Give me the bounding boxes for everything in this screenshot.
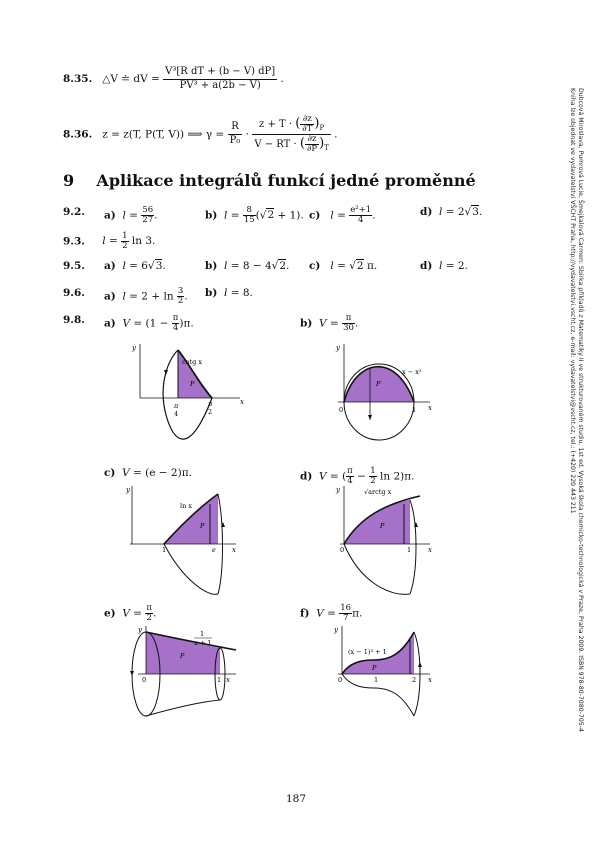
axis-label-y: y	[132, 344, 136, 352]
denominator: PV³ + a(2b − V)	[179, 79, 261, 91]
tick-pi2-denom: 2	[208, 408, 213, 416]
answer-e: e) V = $\frac{\pi}{2}$ .	[104, 603, 157, 623]
region-label: P	[372, 664, 377, 672]
problem-number: 9.6.	[63, 287, 85, 299]
problem-number: 9.5.	[63, 260, 85, 272]
problem-number: 8.35.	[63, 73, 93, 85]
fraction	[163, 66, 277, 92]
tick-1: 1	[407, 546, 412, 554]
problem-number: 9.2.	[63, 206, 85, 218]
curve-label: ln x	[180, 502, 192, 510]
tick-e: e	[212, 546, 216, 554]
answer: l = $\frac{1}{2}$ ln 3.	[102, 231, 156, 251]
axis-label-y: y	[336, 344, 340, 352]
axis-label-x: x	[226, 676, 230, 684]
answer-a: a) l = $\frac{56}{27}$ .	[104, 205, 158, 225]
answer-b: b) l = 8 − 4√2.	[205, 260, 290, 272]
tick-pi-denom: 4	[174, 410, 179, 418]
problem-9-6	[63, 287, 363, 305]
problem-9-8	[63, 314, 563, 332]
numerator: z + T · ( $\frac{\partial z}{\partial T}$ )$_P$	[252, 115, 330, 135]
answer-b: b) l = $\frac{8}{15}$ (√2 + 1).	[205, 205, 304, 225]
tick-1: 1	[374, 676, 379, 684]
tick-0: 0	[340, 546, 345, 554]
tick-2: 2	[412, 676, 417, 684]
answer-d: d) l = 2.	[420, 260, 468, 272]
curve-label-den: x + 1	[194, 639, 212, 647]
region-label: P	[376, 380, 381, 388]
region-label: P	[180, 652, 185, 660]
tick-0: 0	[142, 676, 147, 684]
curve-label-num: 1	[200, 630, 205, 638]
tick-0: 0	[339, 406, 344, 414]
figure-b	[330, 340, 440, 450]
side-note-line-1: Dubcová Miroslava, Pumrová Lucie, Šmejkalová Carmen: Sbírka příkladů z Matematiky II ve strukturovaném studiu. 1st ed. Vysoká škola chemicko-technologická v Praze, Praha 2009. ISBN 978-80-7080-705-4	[577, 88, 584, 732]
answer-c: c) V = (e − 2)π.	[104, 467, 192, 479]
problem-number: 9.8.	[63, 314, 85, 326]
section-number: 9	[63, 171, 75, 190]
problem-number: 8.36.	[63, 128, 93, 141]
tick-1: 1	[412, 406, 417, 414]
axis-label-x: x	[428, 676, 432, 684]
figure-c	[124, 482, 244, 612]
answer-a: a) V = (1 − $\frac{\pi}{4}$ )π.	[104, 313, 194, 333]
fraction-r-p0	[228, 121, 243, 147]
region-label: P	[380, 522, 385, 530]
problem-number: 9.3.	[63, 235, 85, 248]
figure-e	[124, 622, 254, 752]
axis-label-x: x	[232, 546, 236, 554]
equation-lhs: z = z(T, P(T, V)) ⟹ γ =	[102, 128, 225, 141]
equation-lhs: △V ≐ dV =	[102, 73, 160, 85]
axis-label-y: y	[126, 486, 130, 494]
page-number: 187	[286, 793, 307, 805]
answer-d: d) V = ( $\frac{\pi}{4}$ − $\frac{1}{2}$ ln 2)π.	[300, 466, 415, 486]
numerator: R	[228, 121, 243, 135]
tick-1: 1	[162, 546, 167, 554]
axis-label-y: y	[138, 626, 142, 634]
problem-8-36: 8.36. z = z(T, P(T, V)) ⟹ γ = $\frac{R}{\text{P₀}}$ · z + T · ( $\frac{\partial z}{\partial T}$ )$_P$ V − RT · ( $\frac{\partial z}{\partial P}$ )$_T$ .	[63, 114, 338, 154]
tick-pi2: π	[208, 400, 213, 408]
axis-label-y: y	[334, 626, 338, 634]
section-heading	[63, 171, 476, 190]
answer-b: b) V = $\frac{\pi}{30}$ .	[300, 313, 359, 333]
axis-label-x: x	[240, 398, 244, 406]
tick-0: 0	[338, 676, 343, 684]
curve-label: x − x²	[402, 368, 422, 376]
figure-f	[330, 622, 440, 752]
problem-9-3	[63, 232, 155, 251]
numerator: V³[R dT + (b − V) dP]	[163, 66, 277, 80]
axis-label-x: x	[428, 404, 432, 412]
region-label: P	[200, 522, 205, 530]
curve-label: (x − 1)³ + 1	[348, 648, 387, 656]
axis-label-x: x	[428, 546, 432, 554]
tick-1: 1	[217, 676, 222, 684]
answer-c: c) l = $\frac{\text{e²+1}}{4}$ .	[309, 205, 376, 225]
fraction-gamma	[252, 115, 330, 154]
answer-a: a) l = 2 + ln $\frac{3}{2}$ .	[104, 286, 188, 306]
denominator: V − RT · ( $\frac{\partial z}{\partial P}$ )$_T$	[254, 133, 329, 154]
curve-label: cotg x	[182, 358, 203, 366]
curve-label: √arctg x	[364, 488, 392, 496]
region-label: P	[190, 380, 195, 388]
axis-label-y: y	[336, 486, 340, 494]
side-note-line-2: Kniha lze objednat ve vydavatelství VŠCHT Praha, http://vydavatelstvi.vscht.cz, e-mail: vydavatelstvi@vscht.cz, tel.: (+420) 220 443 211	[569, 88, 576, 514]
section-title: Aplikace integrálů funkcí jedné proměnné	[96, 171, 476, 190]
side-copyright-note	[569, 88, 584, 828]
answer-d: d) l = 2√3.	[420, 206, 483, 218]
problem-9-5	[63, 260, 563, 278]
figure-a	[128, 340, 248, 465]
answer-f: f) V = $\frac{16}{7}$ π.	[300, 603, 363, 623]
denominator: P₀	[229, 134, 241, 146]
answer-a: a) l = 6√3.	[104, 260, 166, 272]
tick-pi: π	[174, 402, 179, 410]
figure-d	[330, 482, 440, 612]
problem-9-2	[63, 206, 563, 224]
problem-8-35: 8.35. △V ≐ dV = $\frac{\text{V³[R dT + (b − V) dP]}}{\text{PV³ + a(2b − V)}}$ .	[63, 66, 284, 91]
answer-c: c) l = √2 π.	[309, 260, 378, 272]
answer-b: b) l = 8.	[205, 287, 253, 299]
